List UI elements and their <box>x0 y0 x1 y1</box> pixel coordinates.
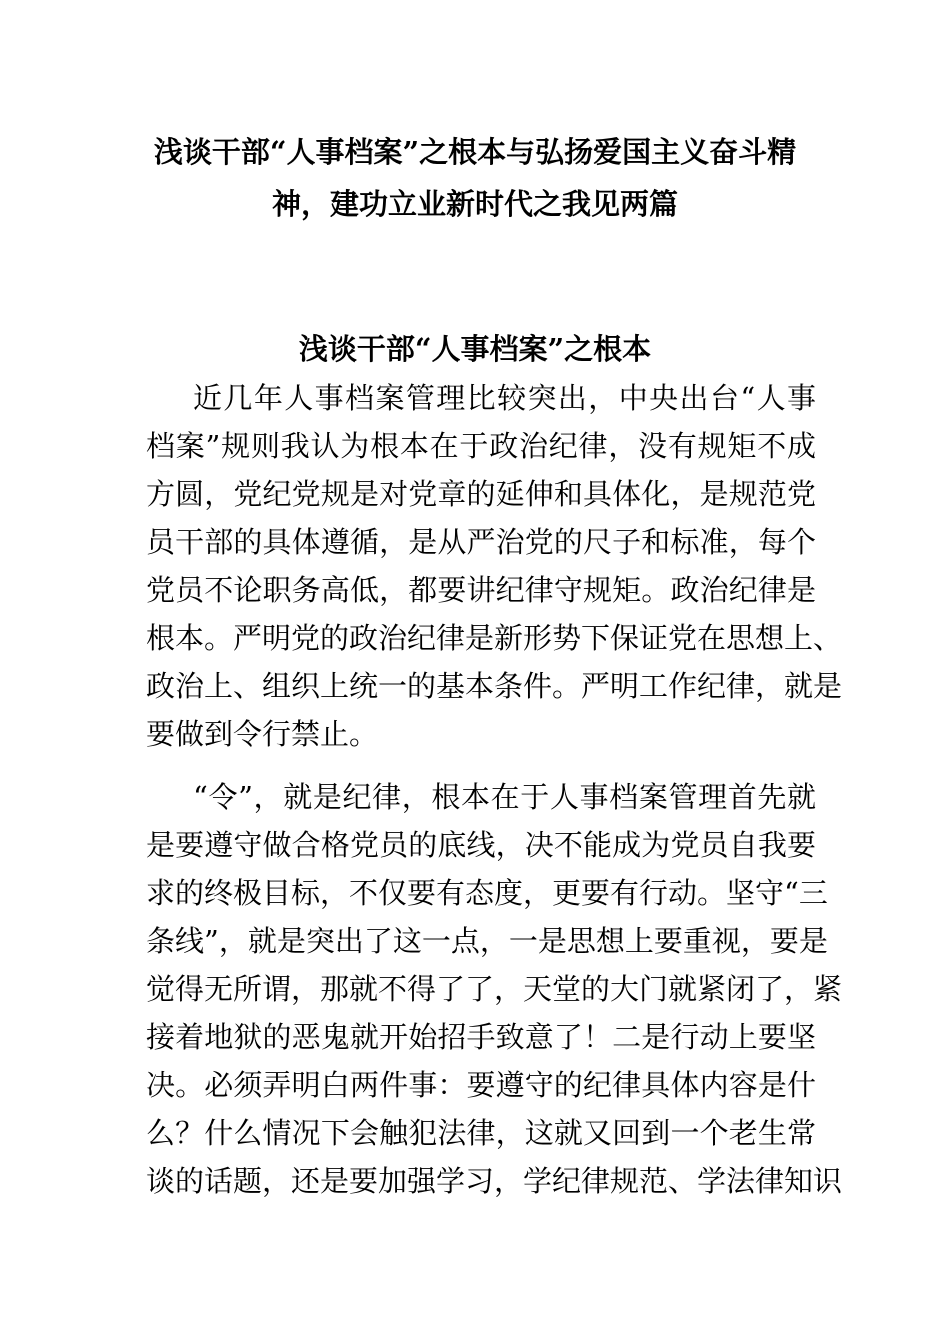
paragraph-line: 是要遵守做合格党员的底线，决不能成为党员自我要 <box>146 828 816 862</box>
paragraph-line: 方圆，党纪党规是对党章的延伸和具体化，是规范党 <box>146 477 816 511</box>
paragraph-line: 决。必须弄明白两件事：要遵守的纪律具体内容是什 <box>146 1068 816 1102</box>
paragraph-line: 条线”，就是突出了这一点，一是思想上要重视，要是 <box>146 924 828 958</box>
paragraph <box>146 374 843 758</box>
section-heading: 浅谈干部“人事档案”之根本 <box>298 332 652 366</box>
paragraph-line: 谈的话题，还是要加强学习，学纪律规范、学法律知识 <box>146 1164 843 1198</box>
paragraph-line: 近几年人事档案管理比较突出，中央出台“人事 <box>193 381 816 415</box>
paragraph-line: 觉得无所谓，那就不得了了，天堂的大门就紧闭了，紧 <box>146 972 843 1006</box>
paragraph-line: 员干部的具体遵循，是从严治党的尺子和标准，每个 <box>146 525 816 559</box>
paragraph-line: 么？什么情况下会触犯法律，这就又回到一个老生常 <box>146 1116 816 1150</box>
paragraph <box>146 773 843 1205</box>
title-line: 神，建功立业新时代之我见两篇 <box>271 187 678 221</box>
document-title <box>140 126 810 230</box>
paragraph-line: 求的终极目标，不仅要有态度，更要有行动。坚守“三 <box>146 876 828 910</box>
paragraph-line: “令”，就是纪律，根本在于人事档案管理首先就 <box>193 780 816 814</box>
paragraph-line: 要做到令行禁止。 <box>146 717 379 751</box>
paragraph-line: 档案”规则我认为根本在于政治纪律，没有规矩不成 <box>146 429 816 463</box>
title-line: 浅谈干部“人事档案”之根本与弘扬爱国主义奋斗精 <box>153 135 797 169</box>
paragraph-line: 根本。严明党的政治纪律是新形势下保证党在思想上、 <box>146 621 843 655</box>
paragraph-line: 接着地狱的恶鬼就开始招手致意了！二是行动上要坚 <box>146 1020 816 1054</box>
paragraph-line: 党员不论职务高低，都要讲纪律守规矩。政治纪律是 <box>146 573 816 607</box>
paragraph-line: 政治上、组织上统一的基本条件。严明工作纪律，就是 <box>146 669 843 703</box>
